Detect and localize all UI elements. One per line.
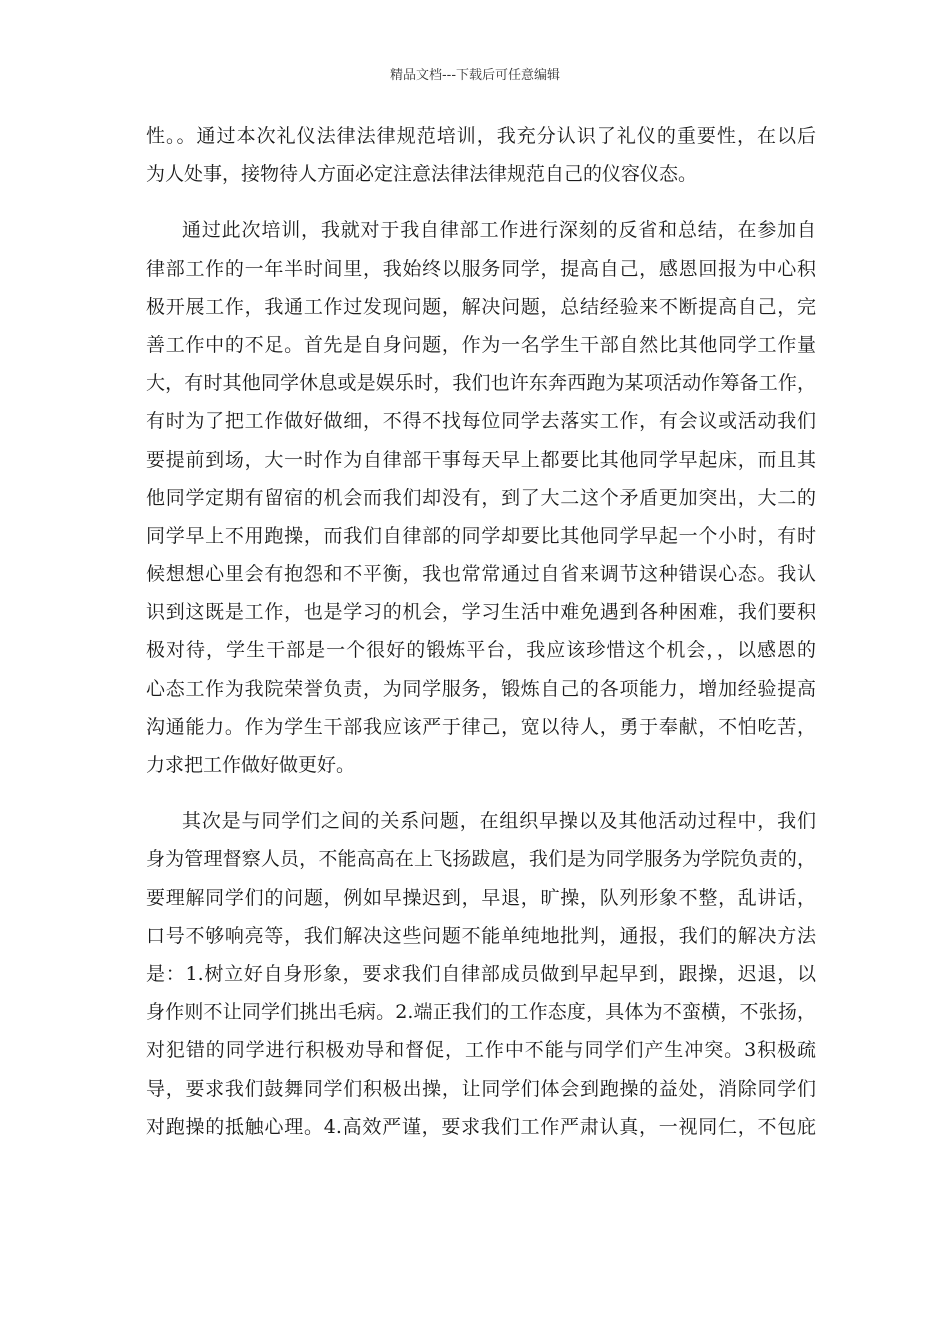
text-line: 对犯错的同学进行积极劝导和督促，工作中不能与同学们产生冲突。3积极疏 [146,1039,816,1062]
text-line: 有时为了把工作做好做细，不得不找每位同学去落实工作，有会议或活动我们 [146,410,816,433]
text-line: 同学早上不用跑操，而我们自律部的同学却要比其他同学早起一个小时，有时 [146,524,816,547]
text-line: 识到这既是工作，也是学习的机会，学习生活中难免遇到各种困难，我们要积 [146,601,816,624]
text-line: 力求把工作做好做更好。 [146,754,356,776]
paragraph-2 [146,211,816,784]
text-line: 极开展工作，我通工作过发现问题，解决问题，总结经验来不断提高自己，完 [146,295,816,318]
paragraph-3 [146,802,816,1146]
text-line: 要提前到场，大一时作为自律部干事每天早上都要比其他同学早起床，而且其 [146,448,816,471]
text-line: 心态工作为我院荣誉负责，为同学服务，锻炼自己的各项能力，增加经验提高 [146,677,816,700]
text-line: 极对待，学生干部是一个很好的锻炼平台，我应该珍惜这个机会，，以感恩的 [146,639,816,662]
text-line: 为人处事，接物待人方面必定注意法律法律规范自己的仪容仪态。 [146,163,698,186]
paragraph-1 [146,117,816,193]
text-line: 其次是与同学们之间的关系问题，在组织早操以及其他活动过程中，我们 [182,810,816,833]
text-line: 通过此次培训，我就对于我自律部工作进行深刻的反省和总结，在参加自 [182,219,816,242]
text-line: 沟通能力。作为学生干部我应该严于律己，宽以待人，勇于奉献，不怕吃苦， [146,715,816,738]
text-line: 他同学定期有留宿的机会而我们却没有，到了大二这个矛盾更加突出，大二的 [146,486,816,509]
text-line: 是：1.树立好自身形象，要求我们自律部成员做到早起早到，跟操，迟退，以 [146,962,816,985]
text-line: 身为管理督察人员，不能高高在上飞扬跋扈，我们是为同学服务为学院负责的， [146,848,816,871]
text-line: 性。。通过本次礼仪法律法律规范培训，我充分认识了礼仪的重要性，在以后 [146,125,816,147]
text-line: 口号不够响亮等，我们解决这些问题不能单纯地批判，通报，我们的解决方法 [146,924,816,947]
text-line: 导，要求我们鼓舞同学们积极出操，让同学们体会到跑操的益处，消除同学们 [146,1077,816,1100]
page-header: 精品文档---下载后可任意编辑 [389,68,561,83]
text-line: 大，有时其他同学休息或是娱乐时，我们也许东奔西跑为某项活动作筹备工作， [146,372,816,395]
text-line: 候想想心里会有抱怨和不平衡，我也常常通过自省来调节这种错误心态。我认 [146,563,816,586]
text-line: 对跑操的抵触心理。4.高效严谨，要求我们工作严肃认真，一视同仁，不包庇 [146,1115,816,1138]
text-line: 身作则不让同学们挑出毛病。2.端正我们的工作态度，具体为不蛮横，不张扬， [146,1001,816,1024]
text-line: 律部工作的一年半时间里，我始终以服务同学，提高自己，感恩回报为中心积 [146,257,816,280]
text-line: 要理解同学们的问题，例如早操迟到，早退，旷操，队列形象不整，乱讲话， [146,886,816,909]
document-body [146,117,816,1164]
text-line: 善工作中的不足。首先是自身问题，作为一名学生干部自然比其他同学工作量 [146,333,816,356]
